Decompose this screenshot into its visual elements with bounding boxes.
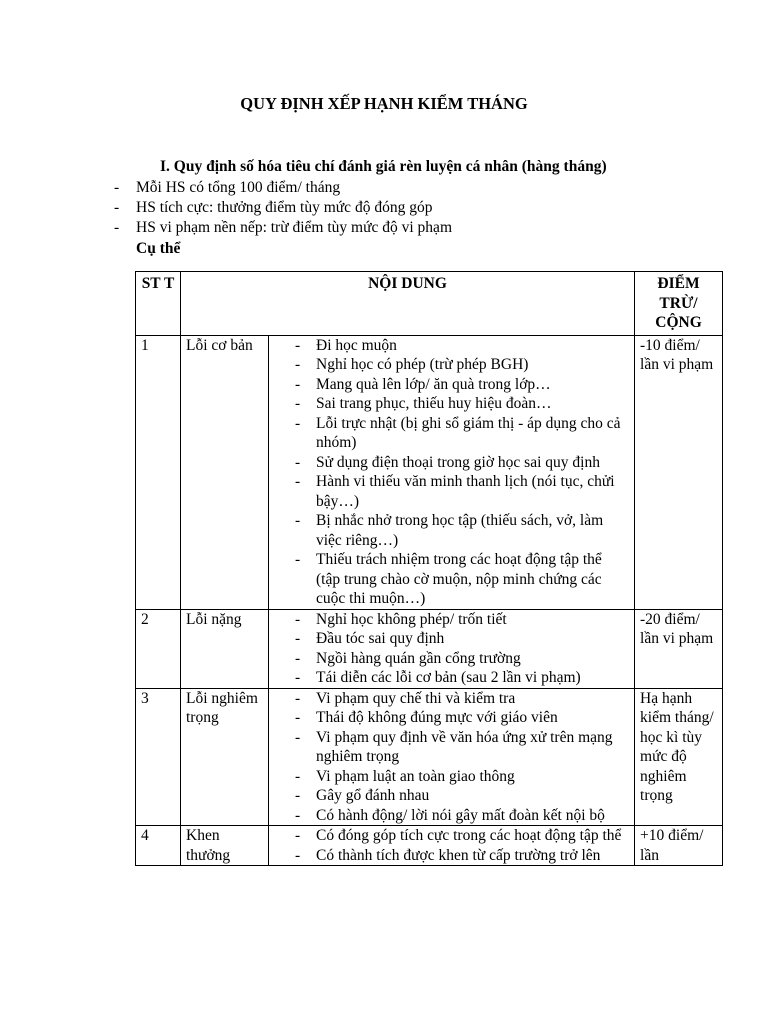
item-text: Bị nhắc nhở trong học tập (thiếu sách, vở, làm việc riêng…)	[316, 512, 604, 549]
item-dash: -	[295, 473, 301, 490]
item-dash: -	[295, 414, 301, 432]
rules-table	[135, 271, 723, 866]
list-item	[274, 511, 629, 550]
subheading: Cụ thể	[136, 240, 181, 257]
item-dash: -	[295, 767, 301, 785]
row-content	[269, 826, 635, 866]
item-text: Mang quà lên lớp/ ăn quà trong lớp…	[316, 375, 551, 393]
item-dash: -	[295, 512, 301, 529]
intro-bullet-list	[0, 178, 768, 238]
violation-list	[274, 610, 629, 688]
item-dash: -	[295, 630, 301, 647]
row-category: Lỗi nặng	[181, 609, 269, 688]
row-points: Hạ hạnh kiểm tháng/ học kì tùy mức độ nghiêm trọng	[635, 688, 723, 826]
item-dash: -	[295, 610, 301, 628]
violation-list	[274, 826, 629, 865]
item-dash: -	[295, 395, 301, 412]
bullet-dash: -	[114, 219, 120, 236]
list-item	[274, 394, 629, 414]
item-text: Vi phạm quy chế thi và kiểm tra	[316, 689, 516, 707]
table-header-row	[136, 272, 723, 336]
item-text: Sử dụng điện thoại trong giờ học sai quy định	[316, 453, 600, 471]
violation-list	[274, 689, 629, 826]
item-dash: -	[295, 551, 301, 568]
bullet-dash: -	[114, 199, 120, 216]
item-dash: -	[295, 827, 301, 844]
list-item	[274, 708, 629, 728]
table-row	[136, 335, 723, 609]
header-points: ĐIỂM TRỪ/ CỘNG	[635, 272, 723, 336]
list-item	[274, 806, 629, 826]
item-text: Vi phạm luật an toàn giao thông	[316, 767, 515, 785]
list-item	[274, 375, 629, 395]
bullet-text: HS tích cực: thưởng điểm tùy mức độ đóng góp	[136, 199, 433, 216]
item-dash: -	[295, 375, 301, 393]
row-content	[269, 335, 635, 609]
list-item	[274, 826, 629, 846]
item-text: Lỗi trực nhật (bị ghi sổ giám thị - áp dụng cho cả nhóm)	[316, 414, 621, 451]
row-number: 3	[136, 688, 181, 826]
item-text: Tái diễn các lỗi cơ bản (sau 2 lần vi phạm)	[316, 669, 581, 686]
row-category: Lỗi cơ bản	[181, 335, 269, 609]
list-item	[274, 355, 629, 375]
item-text: Đi học muộn	[316, 336, 397, 354]
item-text: Có hành động/ lời nói gây mất đoàn kết nội bộ	[316, 806, 605, 824]
row-points: -20 điểm/ lần vi phạm	[635, 609, 723, 688]
list-item	[274, 610, 629, 630]
row-content	[269, 609, 635, 688]
item-dash: -	[295, 669, 301, 686]
bullet-dash: -	[114, 179, 120, 196]
item-dash: -	[295, 728, 301, 746]
intro-bullet	[0, 218, 768, 238]
list-item	[274, 846, 629, 866]
list-item	[274, 767, 629, 787]
item-text: Nghỉ học có phép (trừ phép BGH)	[316, 356, 529, 373]
row-number: 2	[136, 609, 181, 688]
bullet-text: Mỗi HS có tổng 100 điểm/ tháng	[136, 179, 341, 196]
item-dash: -	[295, 806, 301, 824]
row-number: 1	[136, 335, 181, 609]
header-content: NỘI DUNG	[181, 272, 635, 336]
list-item	[274, 453, 629, 473]
row-category: Khen thưởng	[181, 826, 269, 866]
item-dash: -	[295, 453, 301, 471]
item-text: Có đóng góp tích cực trong các hoạt động tập thể	[316, 827, 622, 844]
list-item	[274, 649, 629, 669]
list-item	[274, 472, 629, 511]
list-item	[274, 414, 629, 453]
item-dash: -	[295, 787, 301, 804]
row-category: Lỗi nghiêm trọng	[181, 688, 269, 826]
item-dash: -	[295, 709, 301, 726]
item-dash: -	[295, 649, 301, 667]
row-number: 4	[136, 826, 181, 866]
intro-bullet	[0, 198, 768, 218]
item-text: Vi phạm quy định về văn hóa ứng xử trên mạng nghiêm trọng	[316, 728, 613, 765]
list-item	[274, 786, 629, 806]
item-dash: -	[295, 336, 301, 354]
header-stt: ST T	[136, 272, 181, 336]
table-row	[136, 609, 723, 688]
table-row	[136, 826, 723, 866]
item-text: Có thành tích được khen từ cấp trường trở lên	[316, 846, 601, 864]
item-text: Thái độ không đúng mực với giáo viên	[316, 709, 558, 726]
table-row	[136, 688, 723, 826]
intro-bullet	[0, 178, 768, 198]
item-text: Nghỉ học không phép/ trốn tiết	[316, 610, 507, 628]
row-content	[269, 688, 635, 826]
item-dash: -	[295, 846, 301, 864]
row-points: -10 điểm/ lần vi phạm	[635, 335, 723, 609]
list-item	[274, 550, 629, 609]
item-text: Hành vi thiếu văn minh thanh lịch (nói tục, chửi bậy…)	[316, 473, 615, 510]
bullet-text: HS vi phạm nền nếp: trừ điểm tùy mức độ vi phạm	[136, 219, 452, 236]
item-text: Gây gổ đánh nhau	[316, 787, 430, 804]
list-item	[274, 336, 629, 356]
list-item	[274, 689, 629, 709]
violation-list	[274, 336, 629, 609]
item-text: Đầu tóc sai quy định	[316, 630, 445, 647]
item-text: Sai trang phục, thiếu huy hiệu đoàn…	[316, 395, 552, 412]
item-text: Ngồi hàng quán gần cổng trường	[316, 649, 521, 667]
item-dash: -	[295, 689, 301, 707]
list-item	[274, 728, 629, 767]
list-item	[274, 668, 629, 688]
item-dash: -	[295, 356, 301, 373]
document-title: QUY ĐỊNH XẾP HẠNH KIỂM THÁNG	[240, 94, 528, 113]
row-points: +10 điểm/ lần	[635, 826, 723, 866]
list-item	[274, 629, 629, 649]
item-text: Thiếu trách nhiệm trong các hoạt động tập thể (tập trung chào cờ muộn, nộp minh chứng các cuộc thi muộn…)	[316, 551, 602, 607]
section-heading: I. Quy định số hóa tiêu chí đánh giá rèn luyện cá nhân (hàng tháng)	[160, 158, 607, 175]
